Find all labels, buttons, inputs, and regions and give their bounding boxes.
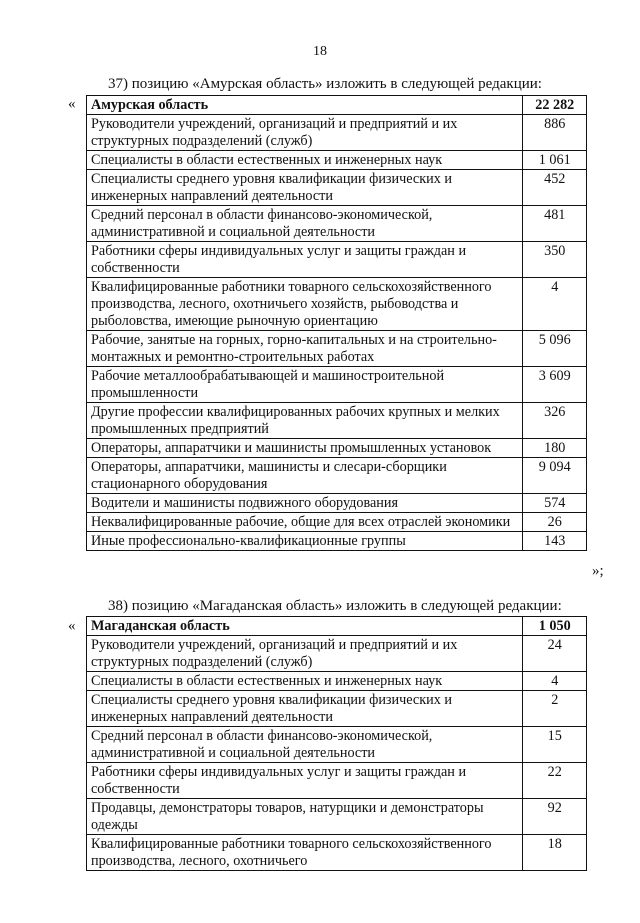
row-name: Средний персонал в области финансово-экономической, административной и социальной деятельности: [87, 727, 523, 763]
magadan-table: [86, 616, 587, 871]
row-value: 4: [523, 672, 587, 691]
section-intro: 37) позицию «Амурская область» изложить в следующей редакции:: [108, 76, 542, 92]
row-name: Работники сферы индивидуальных услуг и защиты граждан и собственности: [87, 763, 523, 799]
row-name: Руководители учреждений, организаций и предприятий и их структурных подразделений (служб): [87, 636, 523, 672]
row-name: Специалисты среднего уровня квалификации физических и инженерных направлений деятельности: [87, 691, 523, 727]
table-row: [87, 151, 587, 170]
table-row: [87, 636, 587, 672]
row-name: Работники сферы индивидуальных услуг и защиты граждан и собственности: [87, 242, 523, 278]
row-name: Рабочие, занятые на горных, горно-капитальных и на строительно-монтажных и ремонтно-строительных работах: [87, 331, 523, 367]
table-row: [87, 367, 587, 403]
row-name: Специалисты в области естественных и инженерных наук: [87, 151, 523, 170]
row-name: Руководители учреждений, организаций и предприятий и их структурных подразделений (служб): [87, 115, 523, 151]
table-row: [87, 727, 587, 763]
row-name: Водители и машинисты подвижного оборудования: [87, 494, 523, 513]
row-value: 18: [523, 835, 587, 871]
table-row: [87, 115, 587, 151]
open-quote: «: [68, 618, 76, 634]
table-row: [87, 403, 587, 439]
row-value: 574: [523, 494, 587, 513]
row-name: Иные профессионально-квалификационные группы: [87, 532, 523, 551]
row-value: 452: [523, 170, 587, 206]
row-value: 481: [523, 206, 587, 242]
table-row: [87, 835, 587, 871]
region-total: 1 050: [523, 617, 587, 636]
row-name: Средний персонал в области финансово-экономической, административной и социальной деятельности: [87, 206, 523, 242]
table-row: [87, 278, 587, 331]
region-name: Амурская область: [87, 96, 523, 115]
close-quote: »;: [592, 563, 604, 579]
row-value: 1 061: [523, 151, 587, 170]
row-value: 143: [523, 532, 587, 551]
row-value: 4: [523, 278, 587, 331]
row-value: 24: [523, 636, 587, 672]
region-name: Магаданская область: [87, 617, 523, 636]
row-value: 22: [523, 763, 587, 799]
table-row: [87, 691, 587, 727]
row-value: 9 094: [523, 458, 587, 494]
row-value: 26: [523, 513, 587, 532]
row-name: Неквалифицированные рабочие, общие для всех отраслей экономики: [87, 513, 523, 532]
section-intro: 38) позицию «Магаданская область» изложить в следующей редакции:: [108, 598, 562, 614]
row-value: 92: [523, 799, 587, 835]
table-row: [87, 170, 587, 206]
open-quote: «: [68, 96, 76, 112]
row-name: Специалисты в области естественных и инженерных наук: [87, 672, 523, 691]
table-row: [87, 799, 587, 835]
row-value: 3 609: [523, 367, 587, 403]
row-value: 15: [523, 727, 587, 763]
table-row: [87, 242, 587, 278]
table-row: [87, 532, 587, 551]
region-total: 22 282: [523, 96, 587, 115]
table-row: [87, 439, 587, 458]
row-name: Квалифицированные работники товарного сельскохозяйственного производства, лесного, охотничьего: [87, 835, 523, 871]
table-row: [87, 763, 587, 799]
row-name: Квалифицированные работники товарного сельскохозяйственного производства, лесного, охотничьего хозяйств, рыбоводства и рыболовства, имеющие рыночную ориентацию: [87, 278, 523, 331]
row-value: 886: [523, 115, 587, 151]
table-row: [87, 206, 587, 242]
row-value: 2: [523, 691, 587, 727]
page-number: 18: [313, 44, 327, 59]
row-value: 350: [523, 242, 587, 278]
row-name: Рабочие металлообрабатывающей и машиностроительной промышленности: [87, 367, 523, 403]
row-name: Операторы, аппаратчики и машинисты промышленных установок: [87, 439, 523, 458]
table-row: [87, 458, 587, 494]
row-value: 180: [523, 439, 587, 458]
row-value: 5 096: [523, 331, 587, 367]
amur-table: [86, 95, 587, 551]
table-header-row: [87, 96, 587, 115]
table-row: [87, 672, 587, 691]
table-row: [87, 513, 587, 532]
row-name: Специалисты среднего уровня квалификации физических и инженерных направлений деятельности: [87, 170, 523, 206]
row-name: Другие профессии квалифицированных рабочих крупных и мелких промышленных предприятий: [87, 403, 523, 439]
table-row: [87, 494, 587, 513]
row-value: 326: [523, 403, 587, 439]
table-row: [87, 331, 587, 367]
table-header-row: [87, 617, 587, 636]
row-name: Операторы, аппаратчики, машинисты и слесари-сборщики стационарного оборудования: [87, 458, 523, 494]
row-name: Продавцы, демонстраторы товаров, натурщики и демонстраторы одежды: [87, 799, 523, 835]
